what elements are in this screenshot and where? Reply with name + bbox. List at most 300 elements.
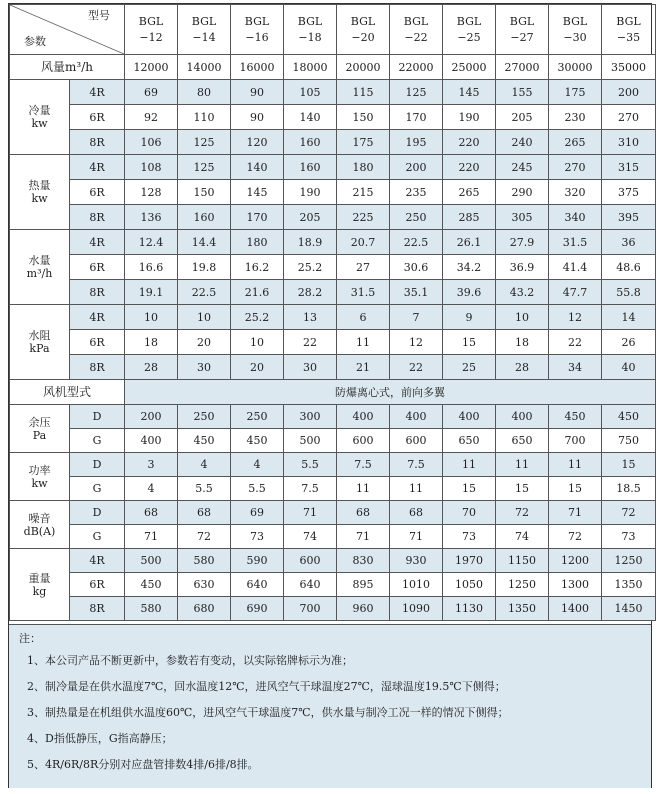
- table-cell: 290: [496, 180, 549, 205]
- airflow-value: 22000: [390, 55, 443, 80]
- table-cell: 70: [443, 501, 496, 525]
- model-name: BGL: [297, 14, 323, 28]
- table-cell: 1200: [549, 549, 602, 573]
- table-cell: 4: [231, 453, 284, 477]
- table-row: [10, 180, 656, 205]
- table-cell: 190: [284, 180, 337, 205]
- table-cell: 1010: [390, 573, 443, 597]
- model-number: −20: [351, 30, 375, 44]
- table-cell: 19.1: [125, 280, 178, 305]
- table-cell: 25.2: [284, 255, 337, 280]
- table-cell: 640: [231, 573, 284, 597]
- table-cell: 72: [496, 501, 549, 525]
- table-cell: 170: [390, 105, 443, 130]
- model-number: −22: [404, 30, 428, 44]
- table-cell: 128: [125, 180, 178, 205]
- table-cell: 590: [231, 549, 284, 573]
- table-cell: 27: [337, 255, 390, 280]
- table-cell: 115: [337, 80, 390, 105]
- table-cell: 71: [125, 525, 178, 549]
- table-cell: 55.8: [602, 280, 656, 305]
- param-name-cell: [10, 305, 70, 380]
- table-cell: 34.2: [443, 255, 496, 280]
- table-cell: 450: [125, 573, 178, 597]
- row-sub-label: 6R: [70, 255, 125, 280]
- table-row: [10, 453, 656, 477]
- table-cell: 11: [337, 477, 390, 501]
- notes-section: [9, 624, 651, 788]
- model-number: −14: [192, 30, 216, 44]
- table-cell: 5.5: [231, 477, 284, 501]
- note-line: 3、制热量是在机组供水温度60℃，进风空气干球温度7℃，供水量与制冷工况一样的情况下侧得；: [27, 706, 509, 719]
- airflow-value: 35000: [602, 55, 656, 80]
- table-cell: 71: [284, 501, 337, 525]
- param-name: 余压: [28, 415, 51, 429]
- param-name: 水量: [28, 254, 51, 267]
- airflow-value: 14000: [178, 55, 231, 80]
- table-cell: 71: [549, 501, 602, 525]
- param-name-cell: [10, 453, 70, 501]
- table-cell: 285: [443, 205, 496, 230]
- table-cell: 11: [390, 477, 443, 501]
- table-cell: 19.8: [178, 255, 231, 280]
- table-cell: 830: [337, 549, 390, 573]
- table-cell: 580: [125, 597, 178, 621]
- table-cell: 4: [125, 477, 178, 501]
- table-row: [10, 205, 656, 230]
- table-cell: 16.2: [231, 255, 284, 280]
- note-line: 5、4R/6R/8R分别对应盘管排数4排/6排/8排。: [27, 758, 259, 771]
- table-cell: 12: [390, 330, 443, 355]
- table-cell: 48.6: [602, 255, 656, 280]
- table-cell: 600: [337, 429, 390, 453]
- table-row: [10, 155, 656, 180]
- table-cell: 30: [284, 355, 337, 380]
- table-cell: 640: [284, 573, 337, 597]
- row-sub-label: D: [70, 453, 125, 477]
- table-cell: 650: [496, 429, 549, 453]
- table-row: [10, 230, 656, 255]
- table-cell: 1970: [443, 549, 496, 573]
- model-number: −35: [616, 30, 641, 44]
- table-cell: 28: [125, 355, 178, 380]
- fan-type-row: [10, 380, 656, 405]
- model-name: BGL: [616, 14, 641, 28]
- table-cell: 315: [602, 155, 656, 180]
- table-cell: 450: [231, 429, 284, 453]
- table-cell: 250: [390, 205, 443, 230]
- table-cell: 230: [549, 105, 602, 130]
- table-cell: 300: [284, 405, 337, 429]
- table-cell: 6: [337, 305, 390, 330]
- model-number: −12: [139, 30, 163, 44]
- model-name: BGL: [509, 14, 535, 28]
- table-cell: 7.5: [284, 477, 337, 501]
- table-cell: 15: [602, 453, 656, 477]
- table-cell: 450: [602, 405, 656, 429]
- table-cell: 650: [443, 429, 496, 453]
- table-row: [10, 549, 656, 573]
- row-sub-label: 8R: [70, 205, 125, 230]
- table-cell: 320: [549, 180, 602, 205]
- table-cell: 1250: [496, 573, 549, 597]
- row-sub-label: 6R: [70, 573, 125, 597]
- table-cell: 36: [602, 230, 656, 255]
- table-cell: 43.2: [496, 280, 549, 305]
- table-cell: 10: [125, 305, 178, 330]
- table-cell: 4: [178, 453, 231, 477]
- table-cell: 34: [549, 355, 602, 380]
- table-cell: 80: [178, 80, 231, 105]
- table-cell: 930: [390, 549, 443, 573]
- param-name-cell: [10, 501, 70, 549]
- table-cell: 895: [337, 573, 390, 597]
- table-cell: 28: [496, 355, 549, 380]
- row-sub-label: G: [70, 477, 125, 501]
- table-cell: 220: [443, 130, 496, 155]
- table-cell: 750: [602, 429, 656, 453]
- table-cell: 36.9: [496, 255, 549, 280]
- table-cell: 22: [284, 330, 337, 355]
- model-number: −27: [510, 30, 534, 44]
- table-cell: 1090: [390, 597, 443, 621]
- table-cell: 1350: [602, 573, 656, 597]
- table-cell: 15: [496, 477, 549, 501]
- table-cell: 21: [337, 355, 390, 380]
- table-cell: 700: [549, 429, 602, 453]
- table-cell: 31.5: [549, 230, 602, 255]
- table-cell: 20.7: [337, 230, 390, 255]
- table-cell: 500: [284, 429, 337, 453]
- table-cell: 140: [284, 105, 337, 130]
- param-unit: kw: [31, 192, 48, 205]
- model-number: −16: [245, 30, 269, 44]
- table-cell: 69: [125, 80, 178, 105]
- table-cell: 68: [178, 501, 231, 525]
- airflow-value: 16000: [231, 55, 284, 80]
- table-cell: 960: [337, 597, 390, 621]
- table-cell: 92: [125, 105, 178, 130]
- airflow-value: 27000: [496, 55, 549, 80]
- table-cell: 235: [390, 180, 443, 205]
- table-cell: 31.5: [337, 280, 390, 305]
- table-cell: 106: [125, 130, 178, 155]
- table-row: [10, 80, 656, 105]
- table-cell: 1300: [549, 573, 602, 597]
- table-cell: 22.5: [178, 280, 231, 305]
- table-cell: 14: [602, 305, 656, 330]
- table-cell: 10: [231, 330, 284, 355]
- table-cell: 90: [231, 80, 284, 105]
- table-cell: 700: [284, 597, 337, 621]
- airflow-value: 30000: [549, 55, 602, 80]
- table-row: [10, 405, 656, 429]
- table-cell: 450: [178, 429, 231, 453]
- row-sub-label: 8R: [70, 130, 125, 155]
- table-cell: 20: [178, 330, 231, 355]
- table-cell: 11: [549, 453, 602, 477]
- param-name: 水阻: [28, 329, 51, 342]
- param-name-cell: [10, 230, 70, 305]
- table-cell: 18.9: [284, 230, 337, 255]
- table-cell: 140: [231, 155, 284, 180]
- fan-type-label: 风机型式: [10, 380, 125, 405]
- table-cell: 240: [496, 130, 549, 155]
- table-cell: 15: [443, 330, 496, 355]
- table-cell: 400: [337, 405, 390, 429]
- param-unit: kw: [31, 476, 48, 490]
- table-cell: 120: [231, 130, 284, 155]
- note-line: 2、制冷量是在供水温度7℃，回水温度12℃，进风空气干球温度27℃，湿球温度19.5℃下侧得；: [27, 680, 506, 693]
- param-name: 功率: [28, 463, 51, 477]
- table-cell: 225: [337, 205, 390, 230]
- table-cell: 22: [390, 355, 443, 380]
- table-cell: 39.6: [443, 280, 496, 305]
- table-cell: 1250: [602, 549, 656, 573]
- table-cell: 41.4: [549, 255, 602, 280]
- table-cell: 11: [337, 330, 390, 355]
- table-cell: 400: [443, 405, 496, 429]
- table-cell: 1150: [496, 549, 549, 573]
- table-row: [10, 597, 656, 621]
- table-cell: 160: [284, 155, 337, 180]
- table-cell: 18: [496, 330, 549, 355]
- table-cell: 10: [496, 305, 549, 330]
- table-cell: 40: [602, 355, 656, 380]
- table-cell: 3: [125, 453, 178, 477]
- spec-table: [9, 4, 656, 621]
- table-cell: 28.2: [284, 280, 337, 305]
- table-cell: 10: [178, 305, 231, 330]
- airflow-label: 风量m³/h: [10, 55, 125, 80]
- airflow-value: 20000: [337, 55, 390, 80]
- row-sub-label: G: [70, 525, 125, 549]
- row-sub-label: 8R: [70, 597, 125, 621]
- table-cell: 680: [178, 597, 231, 621]
- param-unit: m³/h: [26, 267, 53, 280]
- table-cell: 150: [337, 105, 390, 130]
- param-unit: kg: [32, 584, 47, 598]
- table-row: [10, 105, 656, 130]
- table-cell: 74: [496, 525, 549, 549]
- table-cell: 690: [231, 597, 284, 621]
- row-sub-label: D: [70, 501, 125, 525]
- table-cell: 125: [178, 130, 231, 155]
- param-name: 热量: [28, 179, 51, 192]
- table-cell: 250: [231, 405, 284, 429]
- model-number: −30: [563, 30, 587, 44]
- table-cell: 22: [549, 330, 602, 355]
- table-cell: 18.5: [602, 477, 656, 501]
- note-line: 1、本公司产品不断更新中，参数若有变动，以实际铭牌标示为准；: [27, 654, 353, 667]
- table-cell: 375: [602, 180, 656, 205]
- param-name: 噪音: [28, 511, 51, 525]
- table-cell: 26.1: [443, 230, 496, 255]
- row-sub-label: 4R: [70, 230, 125, 255]
- param-name-cell: [10, 155, 70, 230]
- table-cell: 400: [390, 405, 443, 429]
- table-cell: 1450: [602, 597, 656, 621]
- table-cell: 22.5: [390, 230, 443, 255]
- table-cell: 205: [284, 205, 337, 230]
- airflow-value: 25000: [443, 55, 496, 80]
- table-cell: 35.1: [390, 280, 443, 305]
- table-cell: 150: [178, 180, 231, 205]
- table-cell: 30.6: [390, 255, 443, 280]
- model-name: BGL: [456, 14, 482, 28]
- table-cell: 74: [284, 525, 337, 549]
- model-column-header: [231, 5, 284, 55]
- table-cell: 1130: [443, 597, 496, 621]
- table-cell: 180: [231, 230, 284, 255]
- table-cell: 25: [443, 355, 496, 380]
- param-name-cell: [10, 549, 70, 621]
- table-cell: 105: [284, 80, 337, 105]
- table-cell: 7.5: [337, 453, 390, 477]
- table-cell: 160: [178, 205, 231, 230]
- table-cell: 450: [549, 405, 602, 429]
- table-cell: 175: [549, 80, 602, 105]
- row-sub-label: 6R: [70, 105, 125, 130]
- model-name: BGL: [191, 14, 217, 28]
- table-cell: 220: [443, 155, 496, 180]
- row-sub-label: D: [70, 405, 125, 429]
- table-cell: 14.4: [178, 230, 231, 255]
- table-row: [10, 330, 656, 355]
- table-cell: 1050: [443, 573, 496, 597]
- note-line: 4、D指低静压，G指高静压；: [27, 732, 173, 745]
- table-cell: 400: [125, 429, 178, 453]
- table-cell: 205: [496, 105, 549, 130]
- table-cell: 5.5: [178, 477, 231, 501]
- table-cell: 600: [284, 549, 337, 573]
- table-cell: 600: [390, 429, 443, 453]
- param-header-label: 参数: [24, 35, 46, 48]
- table-cell: 395: [602, 205, 656, 230]
- table-row: [10, 280, 656, 305]
- param-unit: dB(A): [23, 524, 56, 538]
- row-sub-label: 4R: [70, 549, 125, 573]
- table-row: [10, 501, 656, 525]
- table-cell: 580: [178, 549, 231, 573]
- table-cell: 265: [443, 180, 496, 205]
- table-cell: 500: [125, 549, 178, 573]
- model-name: BGL: [244, 14, 270, 28]
- table-row: [10, 429, 656, 453]
- table-cell: 160: [284, 130, 337, 155]
- table-cell: 68: [390, 501, 443, 525]
- model-column-header: [178, 5, 231, 55]
- table-row: [10, 305, 656, 330]
- table-cell: 7.5: [390, 453, 443, 477]
- table-row: [10, 130, 656, 155]
- table-cell: 270: [549, 155, 602, 180]
- table-cell: 73: [443, 525, 496, 549]
- table-cell: 195: [390, 130, 443, 155]
- table-cell: 25.2: [231, 305, 284, 330]
- table-cell: 136: [125, 205, 178, 230]
- model-column-header: [284, 5, 337, 55]
- table-cell: 630: [178, 573, 231, 597]
- header-corner: [10, 5, 125, 55]
- model-name: BGL: [138, 14, 164, 28]
- model-column-header: [443, 5, 496, 55]
- model-column-header: [549, 5, 602, 55]
- table-cell: 125: [178, 155, 231, 180]
- table-cell: 1400: [549, 597, 602, 621]
- table-cell: 145: [443, 80, 496, 105]
- table-cell: 265: [549, 130, 602, 155]
- table-cell: 305: [496, 205, 549, 230]
- table-cell: 170: [231, 205, 284, 230]
- model-number: −25: [457, 30, 481, 44]
- table-cell: 400: [496, 405, 549, 429]
- table-cell: 73: [602, 525, 656, 549]
- row-sub-label: 6R: [70, 180, 125, 205]
- table-cell: 11: [496, 453, 549, 477]
- table-row: [10, 525, 656, 549]
- table-cell: 340: [549, 205, 602, 230]
- model-name: BGL: [350, 14, 376, 28]
- fan-type-value: 防爆离心式，前向多翼: [125, 380, 656, 405]
- table-cell: 30: [178, 355, 231, 380]
- table-cell: 73: [231, 525, 284, 549]
- row-sub-label: 4R: [70, 155, 125, 180]
- model-number: −18: [298, 30, 322, 44]
- table-cell: 11: [443, 453, 496, 477]
- table-cell: 108: [125, 155, 178, 180]
- param-unit: kPa: [29, 342, 50, 355]
- table-row: [10, 573, 656, 597]
- table-cell: 250: [178, 405, 231, 429]
- table-cell: 15: [443, 477, 496, 501]
- table-cell: 13: [284, 305, 337, 330]
- table-cell: 68: [337, 501, 390, 525]
- model-name: BGL: [403, 14, 429, 28]
- table-cell: 71: [390, 525, 443, 549]
- param-name-cell: [10, 405, 70, 453]
- table-cell: 18: [125, 330, 178, 355]
- table-cell: 180: [337, 155, 390, 180]
- table-cell: 145: [231, 180, 284, 205]
- table-cell: 310: [602, 130, 656, 155]
- table-cell: 21.6: [231, 280, 284, 305]
- table-cell: 72: [178, 525, 231, 549]
- table-cell: 155: [496, 80, 549, 105]
- airflow-value: 18000: [284, 55, 337, 80]
- table-cell: 69: [231, 501, 284, 525]
- row-sub-label: 4R: [70, 80, 125, 105]
- table-cell: 12: [549, 305, 602, 330]
- model-column-header: [496, 5, 549, 55]
- model-header-label: 型号: [88, 9, 110, 22]
- table-cell: 12.4: [125, 230, 178, 255]
- table-cell: 9: [443, 305, 496, 330]
- param-name-cell: [10, 80, 70, 155]
- table-cell: 15: [549, 477, 602, 501]
- table-cell: 125: [390, 80, 443, 105]
- table-row: [10, 355, 656, 380]
- table-cell: 190: [443, 105, 496, 130]
- row-sub-label: 8R: [70, 355, 125, 380]
- header-row: [10, 5, 656, 55]
- airflow-value: 12000: [125, 55, 178, 80]
- param-name: 重量: [28, 571, 51, 585]
- airflow-row: [10, 55, 656, 80]
- table-cell: 16.6: [125, 255, 178, 280]
- table-cell: 68: [125, 501, 178, 525]
- table-cell: 200: [602, 80, 656, 105]
